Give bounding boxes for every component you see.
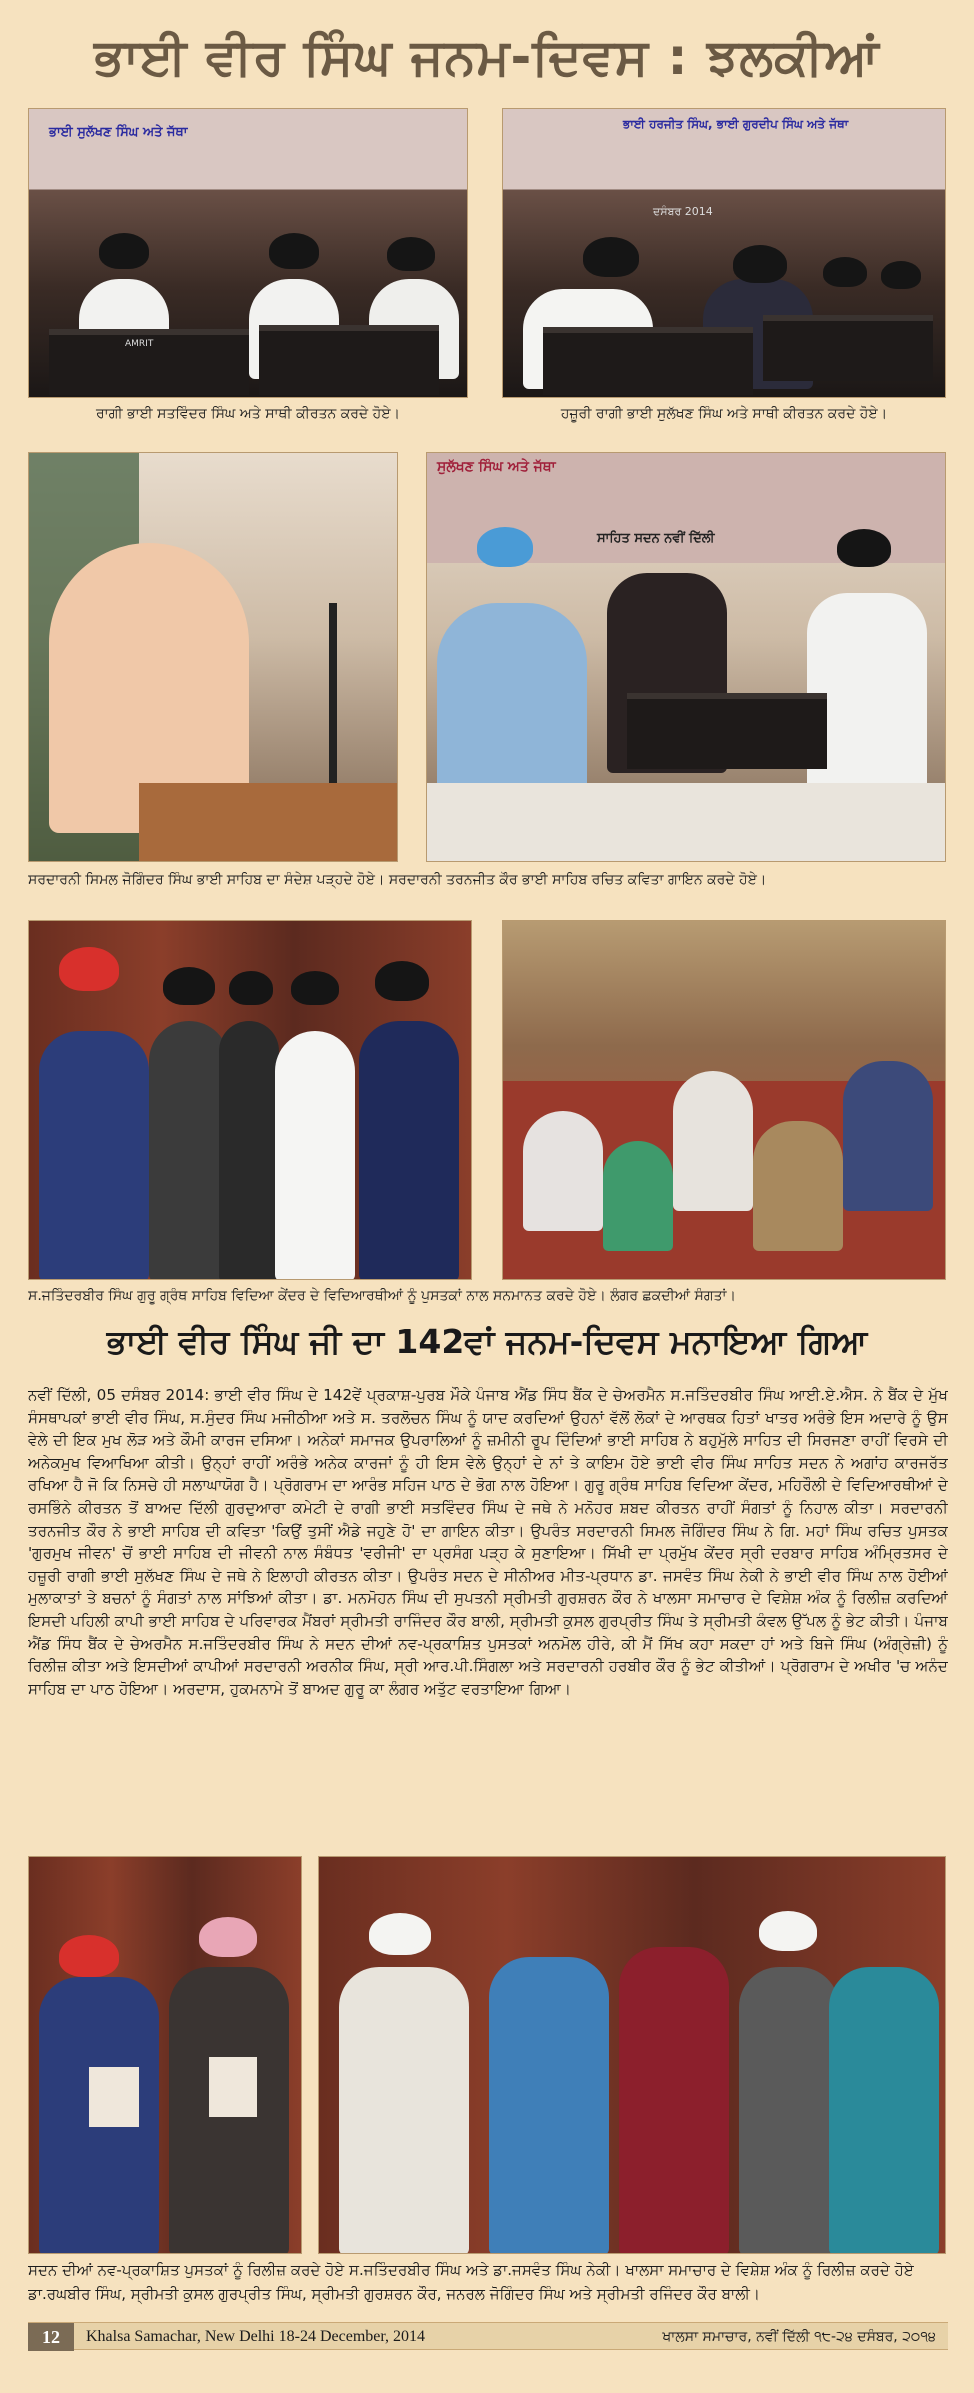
photo-students-honoured xyxy=(28,920,472,1280)
publication-punjabi: ਖਾਲਸਾ ਸਮਾਚਾਰ, ਨਵੀਂ ਦਿੱਲੀ ੧੮-੨੪ ਦਸੰਬਰ, ੨੦੧੪ xyxy=(662,2329,936,2345)
figure xyxy=(339,1967,469,2254)
article-heading: ਭਾਈ ਵੀਰ ਸਿੰਘ ਜੀ ਦਾ 142ਵਾਂ ਜਨਮ-ਦਿਵਸ ਮਨਾਇਆ ਗਿਆ xyxy=(106,1322,868,1361)
photo-kirtan-sulakhan xyxy=(502,108,946,398)
turban xyxy=(881,261,921,289)
figure xyxy=(275,1031,355,1280)
photo-kirtan-satvinder xyxy=(28,108,468,398)
photo-banner-text: ਭਾਈ ਸੁਲੱਖਣ ਸਿੰਘ ਅਤੇ ਜੱਥਾ xyxy=(49,125,188,140)
harmonium xyxy=(543,327,753,395)
article-body: ਨਵੀਂ ਦਿੱਲੀ, 05 ਦਸੰਬਰ 2014: ਭਾਈ ਵੀਰ ਸਿੰਘ ਦੇ 142ਵੇਂ ਪ੍ਰਕਾਸ਼-ਪੁਰਬ ਮੌਕੇ ਪੰਜਾਬ ਐਂਡ ਸਿੰਧ ਬੈਂਕ ਦੇ ਚੇਅਰਮੈਨ ਸ.ਜਤਿੰਦਰਬੀਰ ਸਿੰਘ ਆਈ.ਏ.ਐਸ. ਨੇ ਬੈਂਕ ਦੇ ਮੁੱਖ ਸੰਸਥਾਪਕਾਂ ਭਾਈ ਵੀਰ ਸਿੰਘ, ਸ.ਸੁੰਦਰ ਸਿੰਘ ਮਜੀਠੀਆ ਅਤੇ ਸ. ਤਰਲੋਚਨ ਸਿੰਘ ਨੂੰ ਯਾਦ ਕਰਦਿਆਂ ਉਹਨਾਂ ਵੱਲੋਂ ਲੋਕਾਂ ਦੇ ਆਰਥਕ ਹਿਤਾਂ ਖਾਤਰ ਅਰੰਭੇ ਇਸ ਅਦਾਰੇ ਨੂੰ ਉਸ ਵੇਲੇ ਦੀ ਇਕ ਮੁਖ ਲੋੜ ਅਤੇ ਕੌਮੀ ਕਾਰਜ ਦਸਿਆ। ਅਨੇਕਾਂ ਸਮਾਜਕ ਉਪਰਾਲਿਆਂ ਨੂੰ ਜ਼ਮੀਨੀ ਰੂਪ ਦਿੰਦਿਆਂ ਭਾਈ ਸਾਹਿਬ ਨੇ ਬਹੁਮੁੱਲੇ ਸਾਹਿਤ ਦੀ ਸਿਰਜਣਾ ਰਾਹੀਂ ਵਿਰਸੇ ਦੀ ਅਨੇਕਮੁਖ ਵਿਆਖਿਆ ਕੀਤੀ। ਉਨ੍ਹਾਂ ਰਾਹੀਂ ਅਰੰਭੇ ਅਨੇਕ ਕਾਰਜਾਂ ਨੂੰ ਹੀ ਇਸ ਵੇਲੇ ਉਨ੍ਹਾਂ ਦੇ ਨਾਂ ਤੇ ਕਾਇਮ ਹੋਏ ਭਾਈ ਵੀਰ ਸਿੰਘ ਸਾਹਿਤ ਸਦਨ ਨੇ ਅਗਾਂਹ ਕਾਰਜਰੱਤ ਰਖਿਆ ਹੈ ਜੋ ਕਿ ਨਿਸਚੇ ਹੀ ਸਲਾਘਾਯੋਗ ਹੈ। ਪ੍ਰੋਗਰਾਮ ਦਾ ਆਰੰਭ ਸਹਿਜ ਪਾਠ ਦੇ ਭੋਗ ਨਾਲ ਹੋਇਆ। ਗੁਰੂ ਗ੍ਰੰਥ ਸਾਹਿਬ ਵਿਦਿਆ ਕੇਂਦਰ, ਮਹਿਰੌਲੀ ਦੇ ਵਿਦਿਆਰਥੀਆਂ ਦੇ ਰਸਭਿੰਨੇ ਕੀਰਤਨ ਤੋਂ ਬਾਅਦ ਦਿੱਲੀ ਗੁਰਦੁਆਰਾ ਕਮੇਟੀ ਦੇ ਰਾਗੀ ਭਾਈ ਸਤਵਿੰਦਰ ਸਿੰਘ ਦੇ ਜਥੇ ਨੇ ਮਨੋਹਰ ਸ਼ਬਦ ਕੀਰਤਨ ਰਾਹੀਂ ਸੰਗਤਾਂ ਨੂੰ ਨਿਹਾਲ ਕੀਤਾ। ਸਰਦਾਰਨੀ ਤਰਨਜੀਤ ਕੌਰ ਨੇ ਭਾਈ ਸਾਹਿਬ ਦੀ ਕਵਿਤਾ 'ਕਿਉਂ ਤੁਸੀਂ ਐਡੇ ਜਹੁਣੇ ਹੋ' ਦਾ ਗਾਇਨ ਕੀਤਾ। ਉਪਰੰਤ ਸਰਦਾਰਨੀ ਸਿਮਲ ਜੋਗਿੰਦਰ ਸਿੰਘ ਨੇ ਗਿ. ਮਹਾਂ ਸਿੰਘ ਰਚਿਤ ਪੁਸਤਕ 'ਗੁਰਮੁਖ ਜੀਵਨ' ਚੋਂ ਭਾਈ ਸਾਹਿਬ ਦੀ ਜੀਵਨੀ ਨਾਲ ਸੰਬੰਧਤ 'ਵਰੀਜੀ' ਦਾ ਪ੍ਰਸੰਗ ਪੜ੍ਹ ਕੇ ਸੁਣਾਇਆ। ਸਿੱਖੀ ਦਾ ਪ੍ਰਮੁੱਖ ਕੇਂਦਰ ਸ੍ਰੀ ਦਰਬਾਰ ਸਾਹਿਬ ਅੰਮ੍ਰਿਤਸਰ ਦੇ ਹਜ਼ੂਰੀ ਰਾਗੀ ਭਾਈ ਸੁਲੱਖਣ ਸਿੰਘ ਦੇ ਜਥੇ ਨੇ ਇਲਾਹੀ ਕੀਰਤਨ ਕੀਤਾ। ਉਪਰੰਤ ਸਦਨ ਦੇ ਸੀਨੀਅਰ ਮੀਤ-ਪ੍ਰਧਾਨ ਡਾ. ਜਸਵੰਤ ਸਿੰਘ ਨੇਕੀ ਨੇ ਭਾਈ ਵੀਰ ਸਿੰਘ ਨਾਲ ਹੋਈਆਂ ਮੁਲਾਕਾਤਾਂ ਤੇ ਬਚਨਾਂ ਨੂੰ ਸੰਗਤਾਂ ਨਾਲ ਸਾਂਝਿਆਂ ਕੀਤਾ। ਡਾ. ਮਨਮੋਹਨ ਸਿੰਘ ਦੀ ਸੁਪਤਨੀ ਸ੍ਰੀਮਤੀ ਗੁਰਸ਼ਰਨ ਕੌਰ ਨੇ ਖਾਲਸਾ ਸਮਾਚਾਰ ਦੇ ਵਿਸ਼ੇਸ਼ ਅੰਕ ਨੂੰ ਰਿਲੀਜ਼ ਕਰਦਿਆਂ ਇਸਦੀ ਪਹਿਲੀ ਕਾਪੀ ਭਾਈ ਸਾਹਿਬ ਦੇ ਪਰਿਵਾਰਕ ਮੈਂਬਰਾਂ ਸ੍ਰੀਮਤੀ ਰਾਜਿੰਦਰ ਕੌਰ ਬਾਲੀ, ਸ੍ਰੀਮਤੀ ਕੁਸਲ ਗੁਰਪ੍ਰੀਤ ਸਿੰਘ ਤੇ ਸ੍ਰੀਮਤੀ ਕੰਵਲ ਉੱਪਲ ਨੂੰ ਭੇਟ ਕੀਤੀ। ਪੰਜਾਬ ਐਂਡ ਸਿੰਧ ਬੈਂਕ ਦੇ ਚੇਅਰਮੈਨ ਸ.ਜਤਿੰਦਰਬੀਰ ਸਿੰਘ ਨੇ ਸਦਨ ਦੀਆਂ ਨਵ-ਪ੍ਰਕਾਸ਼ਿਤ ਪੁਸਤਕਾਂ ਅਨਮੋਲ ਹੀਰੇ, ਕੀ ਮੈਂ ਸਿੱਖ ਕਹਾ ਸਕਦਾ ਹਾਂ ਅਤੇ ਬਿਜੇ ਸਿੰਘ (ਅੰਗ੍ਰੇਜ਼ੀ) ਨੂੰ ਰਿਲੀਜ਼ ਕੀਤਾ ਅਤੇ ਇਸਦੀਆਂ ਕਾਪੀਆਂ ਸਰਦਾਰਨੀ ਅਰਨੀਕ ਸਿੰਘ, ਸ੍ਰੀ ਆਰ.ਪੀ.ਸਿੰਗਲਾ ਅਤੇ ਸਰਦਾਰਨੀ ਹਰਬੀਰ ਕੌਰ ਨੂੰ ਭੇਟ ਕੀਤੀਆਂ। ਪ੍ਰੋਗਰਾਮ ਦੇ ਅਖੀਰ 'ਚ ਅਨੰਦ ਸਾਹਿਬ ਦਾ ਪਾਠ ਹੋਇਆ। ਅਰਦਾਸ, ਹੁਕਮਨਾਮੇ ਤੋਂ ਬਾਅਦ ਗੁਰੂ ਕਾ ਲੰਗਰ ਅਤੁੱਟ ਵਰਤਾਇਆ ਗਿਆ। xyxy=(28,1386,948,1698)
figure xyxy=(739,1967,839,2254)
turban xyxy=(823,257,867,287)
harmonium xyxy=(763,315,933,381)
harmonium xyxy=(259,325,439,395)
page-footer xyxy=(28,2322,948,2350)
harmonium xyxy=(627,693,827,769)
figure xyxy=(619,1947,729,2254)
figure xyxy=(829,1967,939,2254)
photo-simal-reading xyxy=(28,452,398,862)
photo-book-release xyxy=(28,1856,302,2254)
figure xyxy=(523,1111,603,1231)
bottom-caption: ਸਦਨ ਦੀਆਂ ਨਵ-ਪ੍ਰਕਾਸ਼ਿਤ ਪੁਸਤਕਾਂ ਨੂੰ ਰਿਲੀਜ਼ ਕਰਦੇ ਹੋਏ ਸ.ਜਤਿੰਦਰਬੀਰ ਸਿੰਘ ਅਤੇ ਡਾ.ਜਸਵੰਤ ਸਿੰਘ ਨੇਕੀ। ਖਾਲਸਾ ਸਮਾਚਾਰ ਦੇ ਵਿਸ਼ੇਸ਼ ਅੰਕ ਨੂੰ ਰਿਲੀਜ਼ ਕਰਦੇ ਹੋਏ ਡਾ.ਰਘਬੀਰ ਸਿੰਘ, ਸ੍ਰੀਮਤੀ ਕੁਸਲ ਗੁਰਪ੍ਰੀਤ ਸਿੰਘ, ਸ੍ਰੀਮਤੀ ਗੁਰਸ਼ਰਨ ਕੌਰ, ਜਨਰਲ ਜੋਗਿੰਦਰ ਸਿੰਘ ਅਤੇ ਸ੍ਰੀਮਤੀ ਰਜਿੰਦਰ ਕੌਰ ਬਾਲੀ। xyxy=(28,2261,914,2303)
figure xyxy=(149,1021,229,1280)
figure xyxy=(219,1021,279,1280)
figure xyxy=(843,1061,933,1211)
turban xyxy=(387,237,435,271)
turban xyxy=(733,245,787,283)
turban xyxy=(837,529,891,567)
book xyxy=(209,2057,257,2117)
figure xyxy=(673,1071,753,1211)
caption-3: ਸਰਦਾਰਨੀ ਸਿਮਲ ਜੋਗਿੰਦਰ ਸਿੰਘ ਭਾਈ ਸਾਹਿਬ ਦਾ ਸੰਦੇਸ਼ ਪੜ੍ਹਦੇ ਹੋਏ। ਸਰਦਾਰਨੀ ਤਰਨਜੀਤ ਕੌਰ ਭਾਈ ਸਾਹਿਬ ਰਚਿਤ ਕਵਿਤਾ ਗਾਇਨ ਕਰਦੇ ਹੋਏ। xyxy=(28,872,767,888)
turban xyxy=(759,1911,817,1951)
turban xyxy=(59,1935,119,1977)
photo-banner-text-2: ਸਾਹਿਤ ਸਦਨ ਨਵੀਂ ਦਿੱਲੀ xyxy=(597,531,715,546)
photo-special-issue-release xyxy=(318,1856,946,2254)
book xyxy=(89,2067,139,2127)
figure xyxy=(39,1031,149,1280)
turban xyxy=(375,961,429,1001)
photo-langar xyxy=(502,920,946,1280)
figure xyxy=(603,1141,673,1251)
caption-4: ਸ.ਜਤਿੰਦਰਬੀਰ ਸਿੰਘ ਗੁਰੂ ਗ੍ਰੰਥ ਸਾਹਿਬ ਵਿਦਿਆ ਕੇਂਦਰ ਦੇ ਵਿਦਿਆਰਥੀਆਂ ਨੂੰ ਪੁਸਤਕਾਂ ਨਾਲ ਸਨਮਾਨਤ ਕਰਦੇ ਹੋਏ। ਲੰਗਰ ਛਕਦੀਆਂ ਸੰਗਤਾਂ। xyxy=(28,1288,736,1304)
photo-banner-text: ਭਾਈ ਹਰਜੀਤ ਸਿੰਘ, ਭਾਈ ਗੁਰਦੀਪ ਸਿੰਘ ਅਤੇ ਜੱਥਾ xyxy=(623,117,849,131)
turban xyxy=(59,947,119,991)
photo-tarnjit-singing xyxy=(426,452,946,862)
lectern xyxy=(139,783,398,862)
figure xyxy=(753,1121,843,1251)
caption-2: ਹਜ਼ੂਰੀ ਰਾਗੀ ਭਾਈ ਸੁਲੱਖਣ ਸਿੰਘ ਅਤੇ ਸਾਥੀ ਕੀਰਤਨ ਕਰਦੇ ਹੋਏ। xyxy=(560,406,888,422)
turban xyxy=(369,1913,431,1955)
turban xyxy=(99,233,149,269)
photo-banner-date: ਦਸੰਬਰ 2014 xyxy=(653,205,713,218)
turban xyxy=(269,233,319,269)
turban xyxy=(583,237,639,277)
microphone-stand xyxy=(329,603,337,783)
figure xyxy=(489,1957,609,2254)
turban xyxy=(291,971,339,1005)
harmonium-brand: AMRIT xyxy=(125,339,154,349)
turban xyxy=(229,971,273,1005)
photo-banner-text: ਸੁਲੱਖਣ ਸਿੰਘ ਅਤੇ ਜੱਥਾ xyxy=(437,459,556,475)
turban xyxy=(199,1917,257,1957)
caption-1: ਰਾਗੀ ਭਾਈ ਸਤਵਿੰਦਰ ਸਿੰਘ ਅਤੇ ਸਾਥੀ ਕੀਰਤਨ ਕਰਦੇ ਹੋਏ। xyxy=(96,406,400,422)
figure xyxy=(359,1021,459,1280)
page-number: 12 xyxy=(28,2323,74,2351)
turban xyxy=(477,527,533,567)
page-title: ਭਾਈ ਵੀਰ ਸਿੰਘ ਜਨਮ-ਦਿਵਸ : ਝਲਕੀਆਂ xyxy=(94,28,880,86)
turban xyxy=(163,967,215,1005)
floor-sheet xyxy=(427,783,946,862)
publication-english: Khalsa Samachar, New Delhi 18-24 December, 2014 xyxy=(86,2328,426,2345)
